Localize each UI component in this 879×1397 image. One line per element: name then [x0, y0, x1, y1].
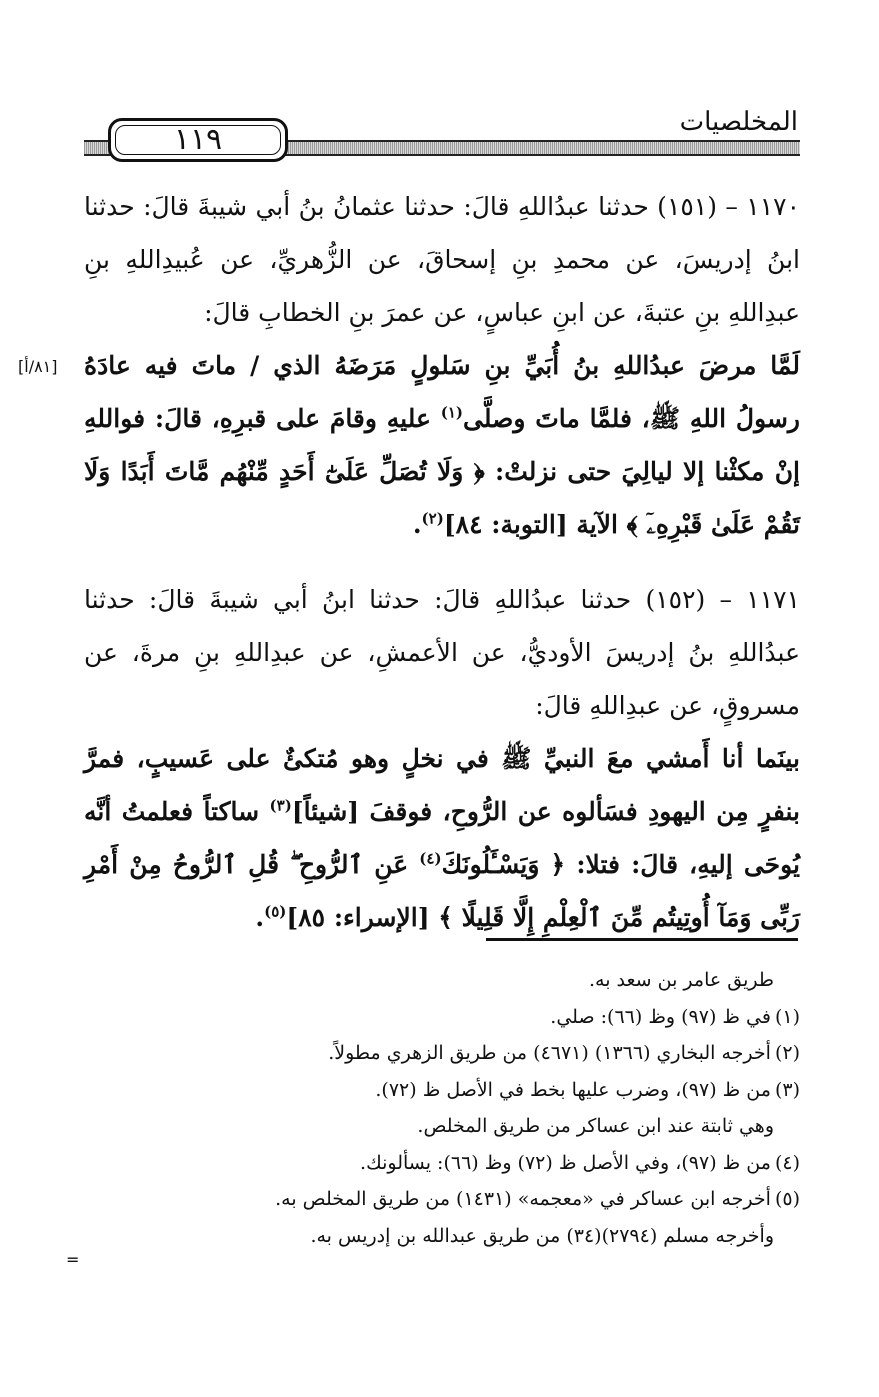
footnote-line [100, 1218, 800, 1255]
matn-text: ساكتاً فعلمتُ أنَّه يُوحَى إليهِ، قالَ: فتلا: ﴿ وَيَسْـَٔلُونَكَ [84, 797, 800, 879]
footnote-ref-4[interactable]: (٤) [419, 849, 442, 868]
footnote-text: في ظ (٩٧) وظ (٦٦): صلي. [550, 1005, 771, 1028]
running-head: المخلصيات [672, 104, 798, 140]
footnote-3 [100, 1072, 800, 1109]
footnote-1 [100, 999, 800, 1036]
footnote-line [100, 1108, 800, 1145]
matn-end: . [255, 903, 265, 932]
footnote-text: من ظ (٩٧)، وفي الأصل ظ (٧٢) وظ (٦٦): يسألونك. [360, 1151, 771, 1174]
footnotes [100, 962, 800, 1254]
footnote-ref-3[interactable]: (٣) [269, 796, 292, 815]
footnote-number: (٥) [774, 1188, 800, 1210]
page-number [108, 118, 288, 162]
matn-text: لَمَّا مرضَ عبدُاللهِ بنُ أُبَيِّ بنِ سَلولٍ مَرَضَهُ الذي / ماتَ فيه عادَهُ رسولُ اللهِ ﷺ، فلمَّا ماتَ وصلَّى [84, 351, 800, 433]
hadith-1171-matn [84, 732, 800, 944]
page-number-text: ١١٩ [173, 122, 223, 157]
footnote-number: (٤) [774, 1151, 800, 1174]
footnote-2 [100, 1035, 800, 1072]
side-mark: = [66, 1250, 80, 1269]
footnote-4 [100, 1145, 800, 1182]
hadith-1170-matn [84, 339, 800, 551]
hadith-1171-isnad: ١١٧١ – (١٥٢) حدثنا عبدُاللهِ قالَ: حدثنا ابنُ أبي شيبةَ قالَ: حدثنا عبدُاللهِ بنُ إدريسَ الأوديُّ، عن الأعمشِ، عن عبدِاللهِ بنِ مرةَ، عن مسروقٍ، عن عبدِاللهِ قالَ: [84, 585, 800, 720]
footnote-text: أخرجه البخاري (١٣٦٦) (٤٦٧١) من طريق الزهري مطولاً. [328, 1042, 771, 1064]
page-header [84, 107, 800, 164]
matn-text: عَنِ ٱلرُّوحِ ۖ قُلِ ٱلرُّوحُ مِنْ أَمْرِ رَبِّى وَمَآ أُوتِيتُم مِّنَ ٱلْعِلْمِ إِلَّا قَلِيلًا ﴾ [الإسراء: ٨٥] [84, 850, 800, 932]
paragraph-gap [84, 551, 800, 573]
manuscript-folio-note: [٨١/أ] [18, 357, 58, 376]
matn-text: عليهِ وقامَ على قبرِهِ، قالَ: فواللهِ إنْ مكثْنا إلا ليالِيَ حتى نزلتْ: ﴿ وَلَا تُصَلِّ عَلَىٰٓ أَحَدٍ مِّنْهُم مَّاتَ أَبَدًا وَلَا تَقُمْ عَلَىٰ قَبْرِهِۦٓ ﴾ الآية [التوبة: ٨٤] [84, 404, 800, 539]
footnote-text: أخرجه ابن عساكر في «معجمه» (١٤٣١) من طريق المخلص به. [275, 1188, 771, 1210]
matn-text: بينَما أنا أَمشي معَ النبيِّ ﷺ في نخلٍ وهو مُتكئٌ على عَسيبٍ، فمرَّ بنفرٍ مِن اليهودِ فسَألوه عن الرُّوحِ، فوقفَ [شيئاً] [84, 744, 800, 826]
footnote-ref-1[interactable]: (١) [440, 403, 464, 422]
footnote-text: وهي ثابتة عند ابن عساكر من طريق المخلص. [417, 1115, 774, 1137]
footnote-text: طريق عامر بن سعد به. [588, 969, 774, 991]
footnote-5 [100, 1181, 800, 1218]
hadith-1170-isnad: ١١٧٠ – (١٥١) حدثنا عبدُاللهِ قالَ: حدثنا عثمانُ بنُ أبي شيبةَ قالَ: حدثنا ابنُ إدريسَ، عن محمدِ بنِ إسحاقَ، عن الزُّهريِّ، عن عُبيدِاللهِ بنِ عبدِاللهِ بنِ عتبةَ، عن ابنِ عباسٍ، عن عمرَ بنِ الخطابِ قالَ: [84, 192, 800, 327]
footnote-ref-5[interactable]: (٥) [264, 902, 287, 921]
footnote-separator [486, 938, 798, 941]
footnote-number: (٣) [774, 1078, 800, 1101]
footnote-text: من ظ (٩٧)، وضرب عليها بخط في الأصل ظ (٧٢). [375, 1078, 771, 1101]
footnote-text: وأخرجه مسلم (٢٧٩٤)(٣٤) من طريق عبدالله بن إدريس به. [310, 1224, 774, 1247]
footnote-number: (١) [774, 1005, 800, 1028]
footnote-number: (٢) [774, 1042, 800, 1064]
main-text [84, 180, 800, 944]
footnote-ref-2[interactable]: (٢) [421, 509, 444, 528]
footnote-line [100, 962, 800, 999]
matn-end: . [412, 510, 422, 539]
